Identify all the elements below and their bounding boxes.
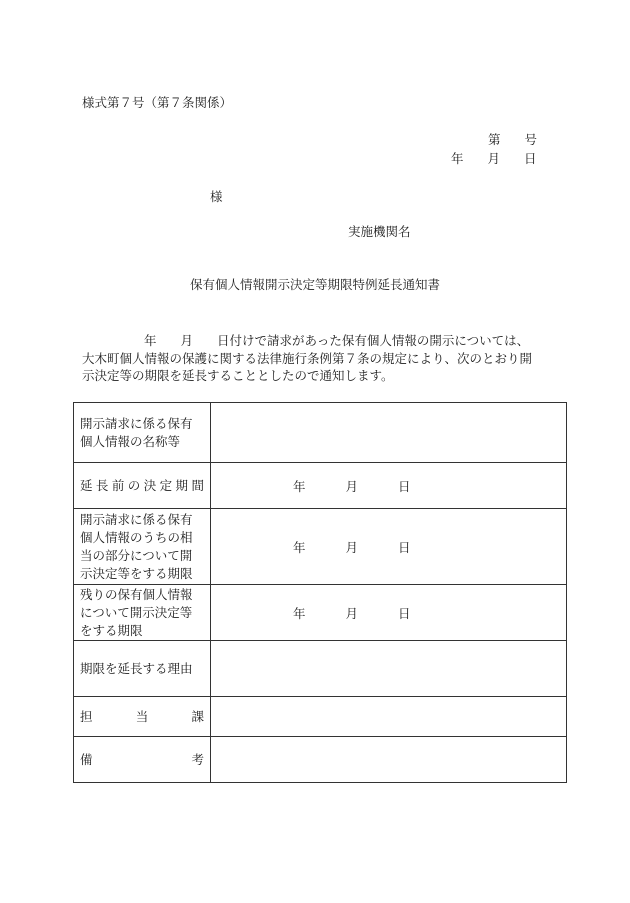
table-row — [74, 403, 567, 463]
value-day: 日 — [398, 539, 411, 555]
date-year: 年 — [451, 151, 464, 166]
row-label-original-period — [74, 463, 211, 509]
notice-body — [82, 332, 558, 385]
department-field[interactable] — [211, 697, 567, 737]
label-char: 担 — [80, 708, 93, 724]
label-line: について開示決定等 — [80, 604, 193, 620]
doc-no-suffix: 号 — [524, 132, 538, 147]
label-line: 残りの保有個人情報 — [80, 586, 193, 602]
value-day: 日 — [398, 605, 411, 621]
label-char: 当 — [135, 708, 149, 724]
value-year: 年 — [293, 478, 306, 494]
value-month: 月 — [345, 478, 359, 494]
issuer-name: 実施機関名 — [348, 224, 411, 239]
row-label-department — [74, 697, 211, 737]
issue-date — [451, 151, 537, 167]
label-line: 開示請求に係る保有 — [80, 415, 193, 431]
label-char: 備 — [80, 751, 93, 767]
table-row — [74, 697, 567, 737]
row-label-remaining-deadline — [74, 585, 211, 641]
label-line: 示決定等をする期限 — [80, 565, 193, 581]
original-period-field[interactable] — [211, 463, 567, 509]
label-char: 考 — [191, 751, 204, 767]
remaining-deadline-field[interactable] — [211, 585, 567, 641]
partial-deadline-field[interactable] — [211, 509, 567, 585]
record-name-field[interactable] — [211, 403, 567, 463]
label-line: 開示請求に係る保有 — [80, 511, 193, 527]
label-line: 個人情報の名称等 — [80, 433, 181, 449]
value-year: 年 — [293, 605, 306, 621]
remarks-field[interactable] — [211, 737, 567, 783]
table-row — [74, 509, 567, 585]
label-spread — [80, 751, 210, 769]
date-day: 日 — [524, 151, 537, 166]
value-month: 月 — [345, 605, 359, 621]
form-number: 様式第７号（第７条関係） — [82, 95, 233, 110]
body-month: 月 — [180, 333, 194, 348]
value-day: 日 — [398, 478, 411, 494]
label-spread — [80, 708, 210, 726]
table-row — [74, 463, 567, 509]
date-month: 月 — [487, 151, 501, 166]
addressee: 様 — [210, 189, 223, 204]
table-row — [74, 641, 567, 697]
extension-details-table — [73, 402, 567, 783]
label-line: 当の部分について開 — [80, 547, 193, 563]
body-year: 年 — [144, 333, 157, 348]
body-line2: 大木町個人情報の保護に関する法律施行条例第７条の規定により、次のとおり開 — [82, 350, 533, 366]
row-label-partial-deadline — [74, 509, 211, 585]
table-row — [74, 585, 567, 641]
label-char: 課 — [191, 708, 204, 724]
label-line: 個人情報のうちの相 — [80, 529, 193, 545]
label-spread: 延 長 前 の 決 定 期 間 — [80, 477, 204, 493]
body-line3: 示決定等の期限を延長することとしたので通知します。 — [82, 368, 394, 383]
row-label-extension-reason: 期限を延長する理由 — [74, 641, 211, 697]
document-title: 保有個人情報開示決定等期限特例延長通知書 — [189, 277, 440, 292]
value-year: 年 — [293, 539, 306, 555]
row-label-remarks — [74, 737, 211, 783]
document-number — [488, 132, 537, 148]
table-row — [74, 737, 567, 783]
label-line: をする期限 — [80, 622, 143, 638]
body-line1: 日付けで請求があった保有個人情報の開示については、 — [217, 333, 530, 348]
value-month: 月 — [345, 539, 359, 555]
extension-reason-field[interactable] — [211, 641, 567, 697]
doc-no-label: 第 — [488, 132, 501, 147]
row-label-record-name — [74, 403, 211, 463]
